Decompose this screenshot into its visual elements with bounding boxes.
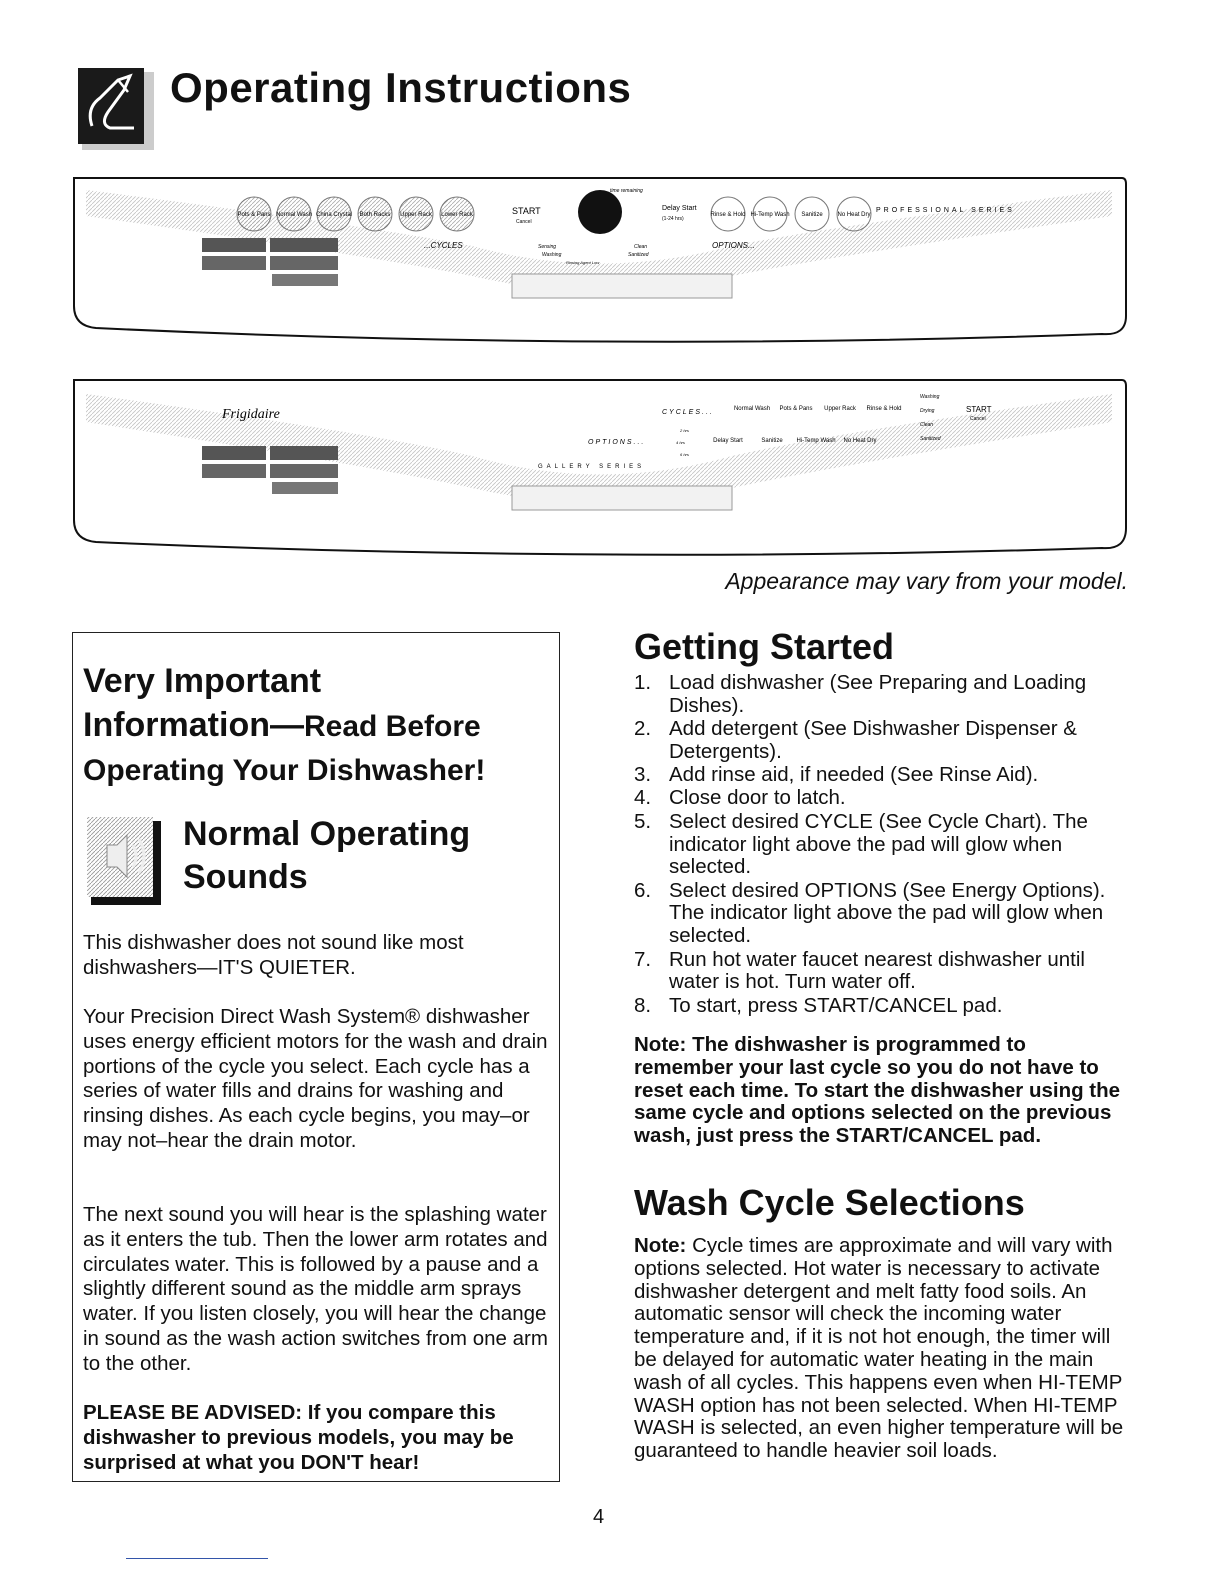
step-number: 3.: [634, 763, 652, 787]
cycle-button-label[interactable]: Pots & Pans: [779, 406, 813, 412]
status-item: Drying: [920, 408, 935, 414]
getting-started-steps: [634, 672, 1134, 1018]
getting-started-heading: Getting Started: [634, 626, 895, 667]
sounds-paragraph-2: Your Precision Direct Wash System® dishwasher uses energy efficient motors for the wash and drain portions of the cycle you select. Each cycle has a series of water fills and drains for washing and rinsing dishes. As each cycle begins, you may–or may not–hear the drain motor.: [83, 1005, 548, 1152]
page-number: 4: [593, 1506, 605, 1528]
options-label: OPTIONS...: [712, 241, 755, 250]
sound-icon: [87, 815, 165, 905]
footer-rule: [126, 1558, 268, 1559]
option-button-label: Hi-Temp Wash: [750, 212, 790, 218]
start-cancel-button-label[interactable]: START: [512, 206, 541, 216]
step-item: [634, 718, 1134, 764]
step-item: [634, 811, 1134, 879]
series-label: GALLERY SERIES: [538, 464, 646, 470]
cycle-button-label: Upper Rack: [400, 212, 432, 218]
status-item: Sanitized: [920, 436, 941, 442]
step-text: Add detergent (See Dishwasher Dispenser & Detergents).: [669, 717, 1077, 763]
gallery-control-panel: [72, 378, 1128, 558]
options-label: OPTIONS...: [588, 439, 646, 446]
programmed-note: Note: The dishwasher is programmed to remember your last cycle so you do not have to reset each time. To start the dishwasher using the same cycle and options selected on the previous wash, just press the START/CANCEL pad.: [634, 1033, 1121, 1148]
important-title: [83, 659, 485, 791]
step-item: [634, 949, 1134, 995]
cycle-button-label: Pots & Pans: [237, 212, 271, 218]
start-cancel-button-label[interactable]: START: [966, 405, 992, 414]
important-title-line3: Operating Your Dishwasher!: [83, 754, 486, 787]
step-number: 1.: [634, 671, 652, 694]
wash-cycle-note-text: Cycle times are approximate and will vary with options selected. Hot water is necessary to activate dishwasher detergent and melt fatty food soils. An automatic sensor will check the incoming water temperature and, if it is not hot enough, the timer will be delayed for automatic water heating in the main wash of all cycles. This happens even when HI-TEMP WASH option has not been selected. When HI-TEMP WASH is selected, an even higher temperature will be guaranteed to handle heavier soil loads.: [634, 1234, 1124, 1463]
status-display: [578, 190, 622, 234]
option-button-label: No Heat Dry: [837, 212, 871, 218]
status-clean: Clean: [634, 244, 648, 250]
option-button-label: Rinse & Hold: [710, 212, 746, 218]
option-button-label[interactable]: Sanitize: [761, 438, 783, 444]
brand-logo: Frigidaire: [222, 407, 280, 422]
option-button-label: Sanitize: [801, 212, 823, 218]
option-button-label[interactable]: No Heat Dry: [843, 438, 877, 444]
sounds-paragraph-3: The next sound you will hear is the splashing water as it enters the tub. Then the lower arm rotates and circulates water. This is followed by a pause and a slightly different sound as the middle arm sprays water. If you listen closely, you will hear the change in sound as the wash action switches from one arm to the other.: [83, 1203, 548, 1375]
step-text: Add rinse aid, if needed (See Rinse Aid).: [669, 763, 1039, 787]
option-button-label[interactable]: Hi-Temp Wash: [796, 438, 836, 444]
please-be-advised-paragraph: PLEASE BE ADVISED: If you compare this dishwasher to previous models, you may be surprised at what you DON'T hear!: [83, 1401, 514, 1474]
delay-start-sub: (1-24 hrs): [662, 216, 684, 222]
wash-cycle-note-label: Note:: [634, 1234, 687, 1257]
step-number: 7.: [634, 947, 652, 971]
start-cancel-sub-label: Cancel: [970, 416, 986, 422]
delay-hour-item: 2 hrs: [680, 428, 689, 433]
status-sanitized: Sanitized: [628, 252, 649, 258]
time-remaining-label: time remaining: [610, 188, 643, 194]
step-number: 6.: [634, 878, 652, 902]
appearance-caption: Appearance may vary from your model.: [725, 568, 1128, 594]
important-title-line1: Very Important: [83, 662, 322, 700]
step-number: 8.: [634, 993, 652, 1017]
cycle-button-label: Lower Rack: [441, 212, 473, 218]
step-text: Load dishwasher (See Preparing and Loading Dishes).: [669, 671, 1087, 717]
step-number: 5.: [634, 809, 652, 833]
step-item: [634, 672, 1134, 718]
sounds-paragraph-1: This dishwasher does not sound like most dishwashers—IT'S QUIETER.: [83, 931, 464, 979]
step-text: Select desired OPTIONS (See Energy Options). The indicator light above the pad will glow when selected.: [669, 878, 1106, 948]
status-washing: Washing: [542, 252, 562, 258]
step-item: [634, 880, 1134, 948]
series-label: PROFESSIONAL SERIES: [876, 207, 1015, 214]
cycle-button-label: Both Racks: [359, 212, 391, 218]
step-number: 2.: [634, 717, 652, 741]
important-title-line2-bold: Information—: [83, 706, 304, 744]
cycle-button-label[interactable]: Upper Rack: [824, 406, 856, 412]
status-item: Washing: [920, 394, 940, 400]
option-button-label[interactable]: Delay Start: [713, 438, 743, 444]
delay-hour-item: 6 hrs: [680, 452, 689, 457]
cycles-label: ...CYCLES: [424, 241, 463, 250]
step-item: [634, 995, 1134, 1018]
normal-sounds-heading-line1: Normal Operating: [183, 815, 471, 853]
normal-sounds-heading-line2: Sounds: [183, 858, 308, 896]
status-sensing: Sensing: [538, 244, 557, 250]
step-text: To start, press START/CANCEL pad.: [669, 993, 1003, 1017]
wash-cycle-note: [634, 1235, 1124, 1463]
cycles-label: CYCLES...: [662, 409, 714, 416]
important-info-box: [72, 632, 560, 1482]
normal-sounds-heading: [183, 813, 470, 899]
step-item: [634, 787, 1134, 810]
operating-instructions-icon: [78, 68, 154, 150]
step-text: Run hot water faucet nearest dishwasher until water is hot. Turn water off.: [669, 947, 1085, 994]
cycle-button-label[interactable]: Normal Wash: [733, 406, 771, 412]
wash-cycle-heading: Wash Cycle Selections: [634, 1182, 1025, 1223]
page-title: Operating Instructions: [170, 64, 632, 111]
professional-control-panel: [72, 176, 1128, 344]
delay-hour-item: 4 hrs: [676, 440, 685, 445]
cycle-button-label: Normal Wash: [275, 212, 313, 218]
start-cancel-sub-label: Cancel: [516, 219, 532, 225]
step-text: Select desired CYCLE (See Cycle Chart). The indicator light above the pad will glow when selected.: [669, 809, 1088, 879]
status-rinse-agent: Rinsing Agent Low: [566, 260, 600, 265]
cycle-button-label: China Crystal: [315, 212, 353, 218]
important-title-line2-rest: Read Before: [303, 710, 481, 743]
step-item: [634, 764, 1134, 787]
status-item: Clean: [920, 422, 934, 428]
step-number: 4.: [634, 786, 652, 810]
step-text: Close door to latch.: [669, 786, 846, 810]
cycle-button-label[interactable]: Rinse & Hold: [866, 406, 902, 412]
delay-start-label[interactable]: Delay Start: [662, 205, 697, 212]
